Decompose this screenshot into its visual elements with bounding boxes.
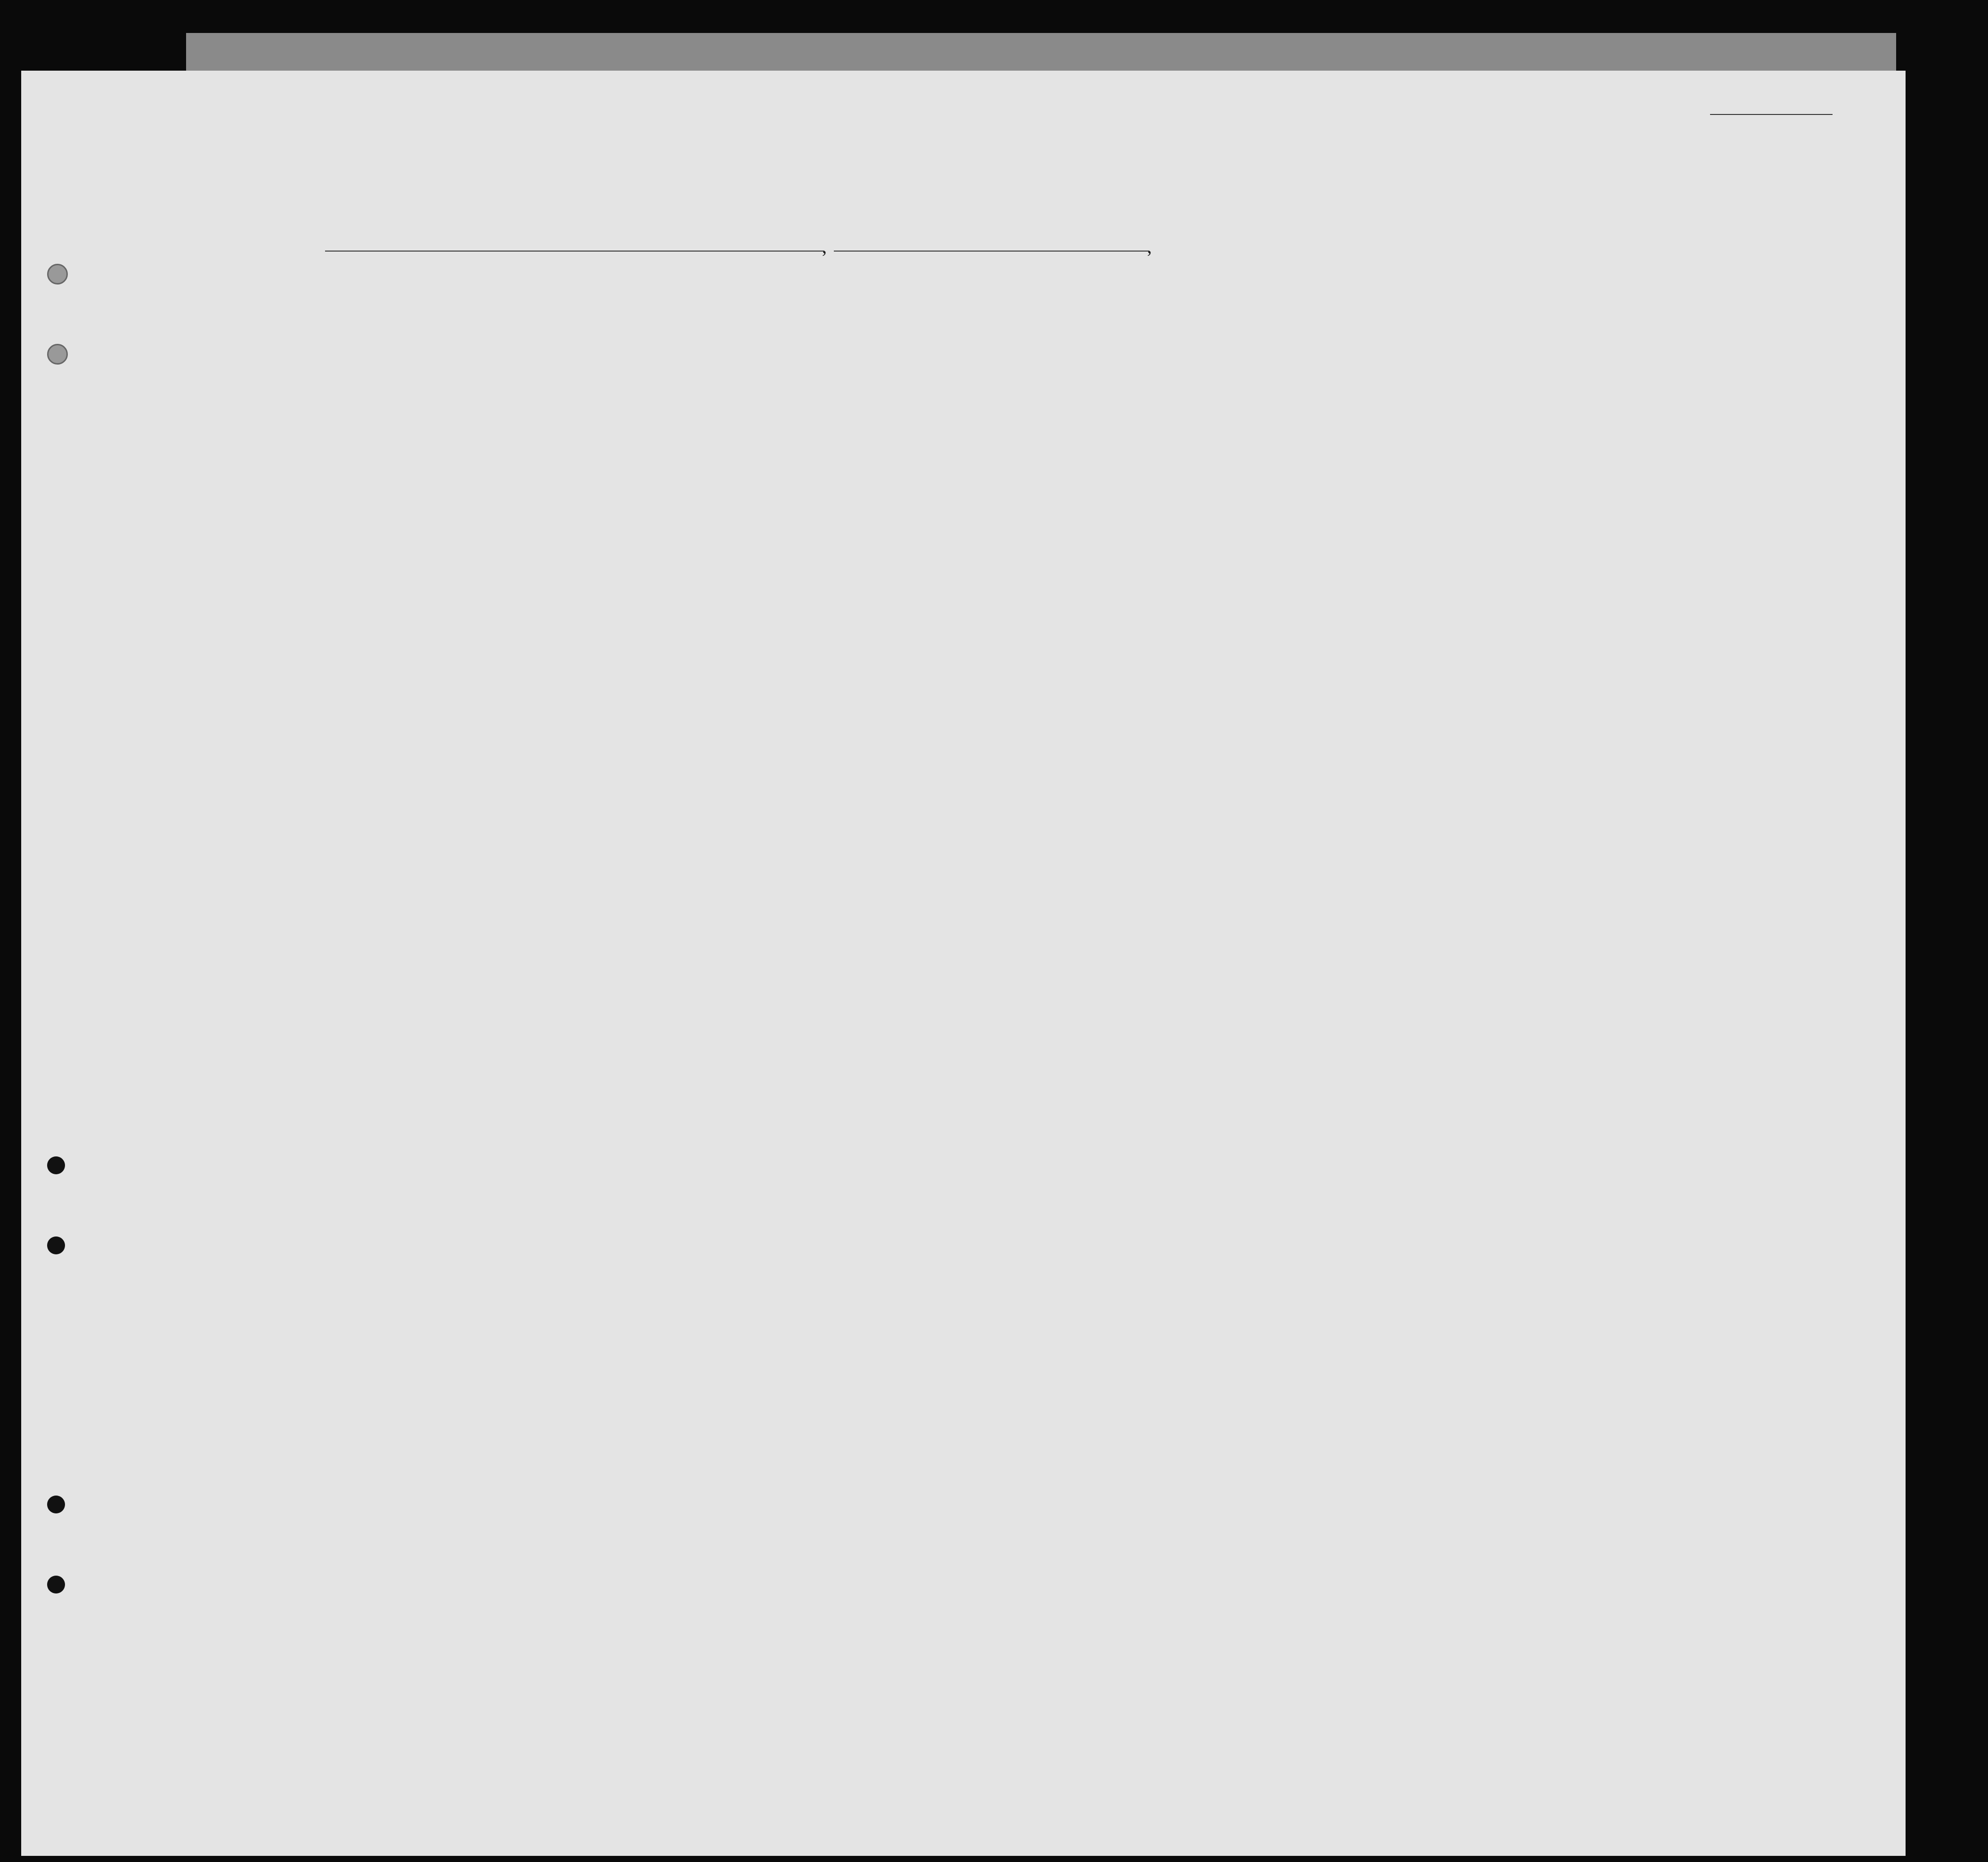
- binder-hole: [47, 1496, 65, 1513]
- comma-2: ,: [1147, 236, 1152, 257]
- binder-hole: [47, 1236, 65, 1254]
- comma-1: ,: [822, 236, 827, 257]
- binder-hole: [47, 344, 68, 365]
- binder-hole: [47, 1576, 65, 1594]
- binder-hole: [47, 264, 68, 285]
- binder-hole: [47, 1156, 65, 1174]
